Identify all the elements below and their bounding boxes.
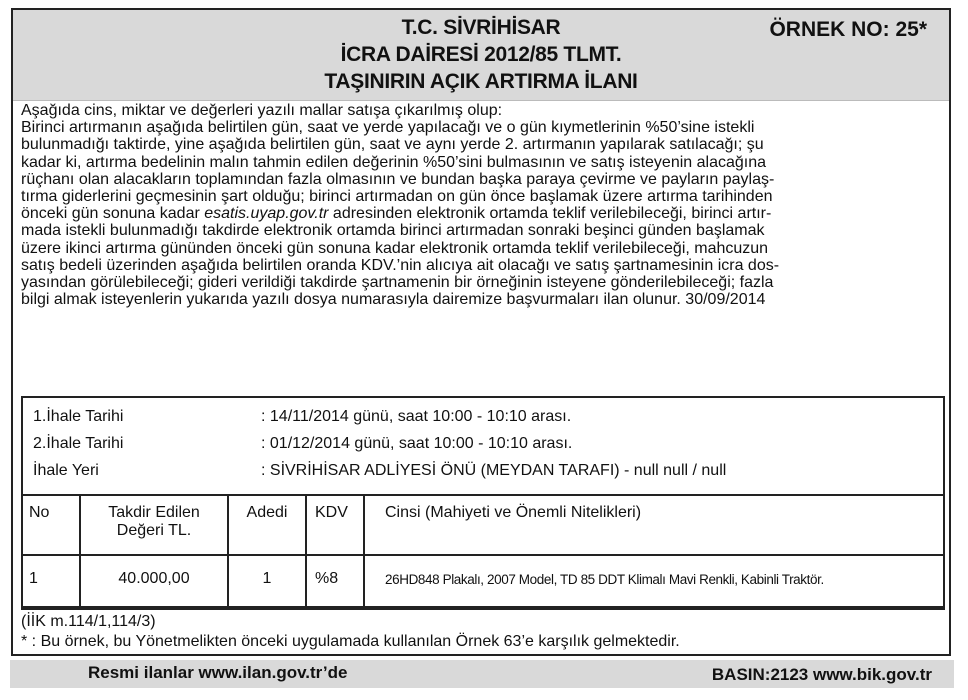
col-qty: Adedi <box>228 495 306 555</box>
auction-details-box <box>21 396 945 610</box>
cell-value: 40.000,00 <box>80 555 228 607</box>
body-line: tırma giderlerini geçmesinin şart olduğu; birinci artırmadan on gün önce başlamak üzere artırma tarihinden <box>21 188 773 206</box>
office-file: İCRA DAİRESİ 2012/85 TLMT. <box>340 43 622 66</box>
footer-left: Resmi ilanlar www.ilan.gov.tr’de <box>88 663 348 682</box>
info-value: : 01/12/2014 günü, saat 10:00 - 10:10 arası. <box>261 435 573 452</box>
info-row <box>33 462 727 480</box>
notice-header <box>13 10 949 101</box>
info-row <box>33 408 572 426</box>
body-line: mada istekli bulunmadığı takdirde elektronik ortamda birinci artırmadan sonraki beşinci günden başlamak <box>21 222 765 240</box>
col-value: Takdir Edilen Değeri TL. <box>80 495 228 555</box>
info-value: : 14/11/2014 günü, saat 10:00 - 10:10 arası. <box>261 408 572 425</box>
info-label: 1.İhale Tarihi <box>33 408 124 425</box>
info-label: 2.İhale Tarihi <box>33 435 124 452</box>
info-value: : SİVRİHİSAR ADLİYESİ ÖNÜ (MEYDAN TARAFI) - null null / null <box>261 462 727 479</box>
notice-title: TAŞINIRIN AÇIK ARTIRMA İLANI <box>324 70 638 93</box>
footer-right: BASIN:2123 www.bik.gov.tr <box>711 665 932 684</box>
table-row <box>21 555 945 607</box>
esatis-link[interactable]: esatis.uyap.gov.tr <box>204 205 329 223</box>
cell-desc: 26HD848 Plakalı, 2007 Model, TD 85 DDT Klimalı Mavi Renkli, Kabinli Traktör. <box>364 555 945 607</box>
body-line: satış bedeli üzerinden aşağıda belirtilen oranda KDV.’nin alıcıya ait olacağı ve satış şartnamesinin icra dos- <box>21 256 780 274</box>
footer-bar <box>10 660 954 688</box>
law-reference: (İİK m.114/1,114/3) <box>21 613 156 630</box>
body-line: bilgi almak isteyenlerin yukarıda yazılı dosya numarasıyla dairemize başvurmaları ilan olunur. 30/09/2014 <box>21 291 766 309</box>
cell-kdv: %8 <box>306 555 364 607</box>
body-line: kadar ki, artırma bedelinin malın tahmin edilen değerinin %50’sini bulmasının ve satış isteyenin alacağına <box>21 153 767 171</box>
notice-frame <box>11 8 951 656</box>
court-name: T.C. SİVRİHİSAR <box>401 16 561 39</box>
body-line: yasından görülebileceği; gideri verildiği takdirde şartnamenin bir örneğinin isteyene gönderilebileceği; fazla <box>21 274 774 292</box>
info-row <box>33 435 573 453</box>
info-label: İhale Yeri <box>33 462 99 479</box>
text: önceki gün sonuna kadar <box>21 205 205 223</box>
body-line: Aşağıda cins, miktar ve değerleri yazılı mallar satışa çıkarılmış olup: <box>21 102 503 119</box>
cell-no: 1 <box>21 555 80 607</box>
items-table <box>21 494 945 608</box>
body-line: Birinci artırmanın aşağıda belirtilen gün, saat ve yerde yapılacağı ve o gün kıymetlerinin %50’sine istekli <box>21 119 755 137</box>
notice-body <box>21 102 946 308</box>
body-line: rüçhanı olan alacakların toplamından fazla olmasının ve bundan başka paraya çevirme ve payların paylaş- <box>21 170 775 188</box>
cell-qty: 1 <box>228 555 306 607</box>
body-line: bulunmadığı taktirde, yine aşağıda belirtilen gün, saat ve aynı yerde 2. artırmanın yapılarak satılacağı; şu <box>21 136 764 154</box>
body-line <box>21 205 946 222</box>
body-line: üzere ikinci artırma gününden önceki gün sonuna kadar elektronik ortamda teklif verilebileceği, mahcuzun <box>21 239 769 257</box>
text: adresinden elektronik ortamda teklif verilebileceği, birinci artır- <box>328 205 772 223</box>
notes <box>21 612 680 652</box>
footnote: * : Bu örnek, bu Yönetmelikten önceki uygulamada kullanılan Örnek 63’e karşılık gelmektedir. <box>21 633 680 650</box>
col-desc: Cinsi (Mahiyeti ve Önemli Nitelikleri) <box>364 495 945 555</box>
sample-number: ÖRNEK NO: 25* <box>769 18 927 41</box>
col-kdv: KDV <box>306 495 364 555</box>
col-no: No <box>21 495 80 555</box>
table-header-row <box>21 495 945 555</box>
